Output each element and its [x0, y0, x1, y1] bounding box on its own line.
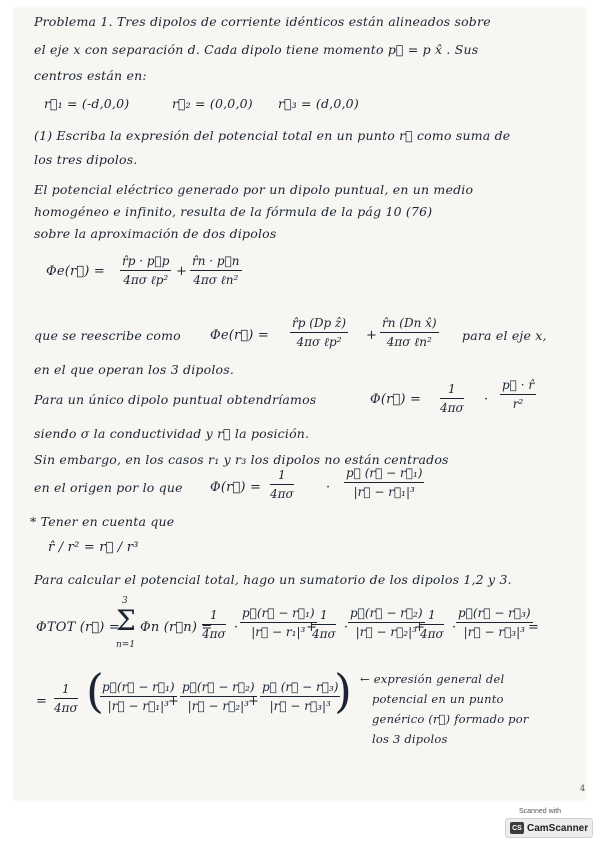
fraction-p-r-minus-r1 [344, 466, 424, 499]
fraction-numerator: p⃗(r⃗ − r⃗₁) [100, 680, 177, 697]
coef-common [54, 682, 78, 715]
fraction-one-over-4pisigma [270, 468, 294, 501]
annotation-line-3: genérico (r⃗) formado por [372, 712, 529, 726]
final-term-2 [180, 680, 260, 713]
coef-3 [420, 608, 444, 641]
fraction-numerator: 1 [270, 468, 294, 485]
coef-2 [312, 608, 336, 641]
equals-sign: = [528, 620, 540, 635]
fraction-denominator: 4πσ [54, 701, 78, 715]
fraction-numerator: p⃗ · r̂ [500, 378, 536, 395]
annotation-line-2: potencial en un punto [372, 692, 504, 706]
fraction-numerator: r̂p · p⃗p [120, 254, 171, 271]
position-r2: r⃗₂ = (0,0,0) [172, 96, 253, 111]
answer-line-3: sobre la aproximación de dos dipolos [34, 226, 277, 241]
fraction-denominator: 4πσ [312, 627, 336, 641]
operating-dipoles-text: en el que operan los 3 dipolos. [34, 362, 235, 377]
fraction-p-rewrite [290, 316, 348, 350]
plus-sign: + [306, 620, 318, 635]
fraction-numerator: p⃗(r⃗ − r⃗₁) [240, 606, 317, 623]
fraction-denominator: |r⃗ − r⃗₂|³ [187, 699, 249, 713]
plus-sign: + [366, 328, 378, 343]
scanned-with-text: Scanned with [519, 808, 562, 815]
fraction-denominator: 4πσ ℓp² [296, 335, 342, 349]
fraction-denominator: 4πσ ℓp² [123, 273, 169, 287]
question-line-2: los tres dipolos. [34, 152, 138, 167]
eje-x-text: para el eje x, [462, 328, 547, 343]
fraction-denominator: |r⃗ − r⃗₁|³ [107, 699, 169, 713]
fraction-numerator: 1 [440, 382, 464, 399]
phi-single-label: Φ(r⃗) = [370, 392, 422, 407]
final-term-3 [260, 680, 340, 713]
fraction-numerator: 1 [420, 608, 444, 625]
origin-text: en el origen por lo que [34, 480, 183, 495]
fraction-p-dot-r [500, 378, 536, 411]
phi-e-rewrite-label: Φe(r⃗) = [210, 328, 269, 343]
position-r1: r⃗₁ = (-d,0,0) [44, 96, 130, 111]
fraction-denominator: 4πσ [202, 627, 226, 641]
camscanner-icon: CS [510, 822, 524, 834]
fraction-numerator: r̂n (Dn x̂) [380, 316, 439, 333]
camscanner-logo [505, 818, 593, 838]
annotation-line-1: ← expresión general del [360, 672, 505, 686]
fraction-n-term [190, 254, 242, 288]
offset-dipoles-text: Sin embargo, en los casos r₁ y r₃ los dipolos no están centrados [34, 452, 449, 467]
problem-statement-line-1: Problema 1. Tres dipolos de corriente idénticos están alineados sobre [34, 14, 491, 29]
term-3-fraction [456, 606, 533, 639]
total-potential-text: Para calcular el potencial total, hago un sumatorio de los dipolos 1,2 y 3. [34, 572, 512, 587]
final-term-1 [100, 680, 180, 713]
fraction-numerator: p⃗(r⃗ − r⃗₂) [348, 606, 425, 623]
answer-line-2: homogéneo e infinito, resulta de la fórmula de la pág 10 (76) [34, 204, 433, 219]
plus-sign: + [168, 694, 180, 709]
right-parenthesis: ) [334, 664, 352, 718]
fraction-numerator: 1 [54, 682, 78, 699]
position-r3: r⃗₃ = (d,0,0) [278, 96, 359, 111]
fraction-numerator: 1 [202, 608, 226, 625]
fraction-denominator: |r⃗ − r⃗₁|³ [353, 485, 415, 499]
fraction-numerator: r̂p (Dp ẑ) [290, 316, 348, 333]
annotation-line-4: los 3 dipolos [372, 732, 448, 746]
rewrite-text: que se reescribe como [34, 328, 181, 343]
answer-line-1: El potencial eléctrico generado por un dipolo puntual, en un medio [34, 182, 474, 197]
dot-operator: · [234, 620, 239, 635]
phi-tot-label: ΦTOT (r⃗) = [36, 620, 120, 635]
problem-statement-line-2: el eje x con separación d. Cada dipolo tiene momento p⃗ = p x̂ . Sus [34, 42, 479, 57]
sum-upper-limit: 3 [122, 596, 128, 606]
phi-n-term: Φn (r⃗n) = [140, 620, 213, 635]
identity-rhat-r2: r̂ / r² = r⃗ / r³ [48, 540, 139, 555]
fraction-one-over-4pisigma [440, 382, 464, 415]
fraction-n-rewrite [380, 316, 439, 350]
sum-lower-limit: n=1 [116, 640, 136, 650]
phi-e-label: Φe(r⃗) = [46, 264, 105, 279]
fraction-numerator: r̂n · p⃗n [190, 254, 242, 271]
plus-sign: + [176, 264, 188, 279]
fraction-numerator: p⃗(r⃗ − r⃗₃) [456, 606, 533, 623]
equals-sign: = [36, 694, 48, 709]
problem-statement-line-3: centros están en: [34, 68, 147, 83]
dot-operator: · [344, 620, 349, 635]
dot-operator: · [326, 480, 331, 495]
fraction-denominator: r² [512, 397, 524, 411]
fraction-numerator: p⃗ (r⃗ − r⃗₁) [344, 466, 424, 483]
page-corner-mark: 4 [580, 784, 586, 793]
dot-operator: · [484, 392, 489, 407]
fraction-p-term [120, 254, 171, 288]
plus-sign: + [414, 620, 426, 635]
camscanner-name: CamScanner [527, 822, 589, 834]
summation-symbol: Σ [116, 604, 136, 637]
fraction-numerator: p⃗ (r⃗ − r⃗₃) [260, 680, 340, 697]
coef-1 [202, 608, 226, 641]
fraction-numerator: p⃗(r⃗ − r⃗₂) [180, 680, 257, 697]
note-text: * Tener en cuenta que [30, 514, 175, 529]
fraction-denominator: |r⃗ − r⃗₂|³ [355, 625, 417, 639]
fraction-denominator: 4πσ [440, 401, 464, 415]
dot-operator: · [452, 620, 457, 635]
fraction-denominator: 4πσ ℓn² [386, 335, 432, 349]
fraction-denominator: 4πσ ℓn² [193, 273, 239, 287]
camscanner-watermark [505, 808, 593, 842]
conductivity-text: siendo σ la conductividad y r⃗ la posición. [34, 426, 310, 441]
phi-offset-label: Φ(r⃗) = [210, 480, 262, 495]
plus-sign: + [248, 694, 260, 709]
question-line-1: (1) Escriba la expresión del potencial total en un punto r⃗ como suma de [34, 128, 511, 143]
fraction-numerator: 1 [312, 608, 336, 625]
fraction-denominator: |r⃗ − r⃗₃|³ [269, 699, 331, 713]
left-parenthesis: ( [86, 664, 104, 718]
fraction-denominator: 4πσ [270, 487, 294, 501]
fraction-denominator: |r⃗ − r₁|³ [251, 625, 306, 639]
single-dipole-text: Para un único dipolo puntual obtendríamos [34, 392, 317, 407]
fraction-denominator: 4πσ [420, 627, 444, 641]
fraction-denominator: |r⃗ − r⃗₃|³ [463, 625, 525, 639]
